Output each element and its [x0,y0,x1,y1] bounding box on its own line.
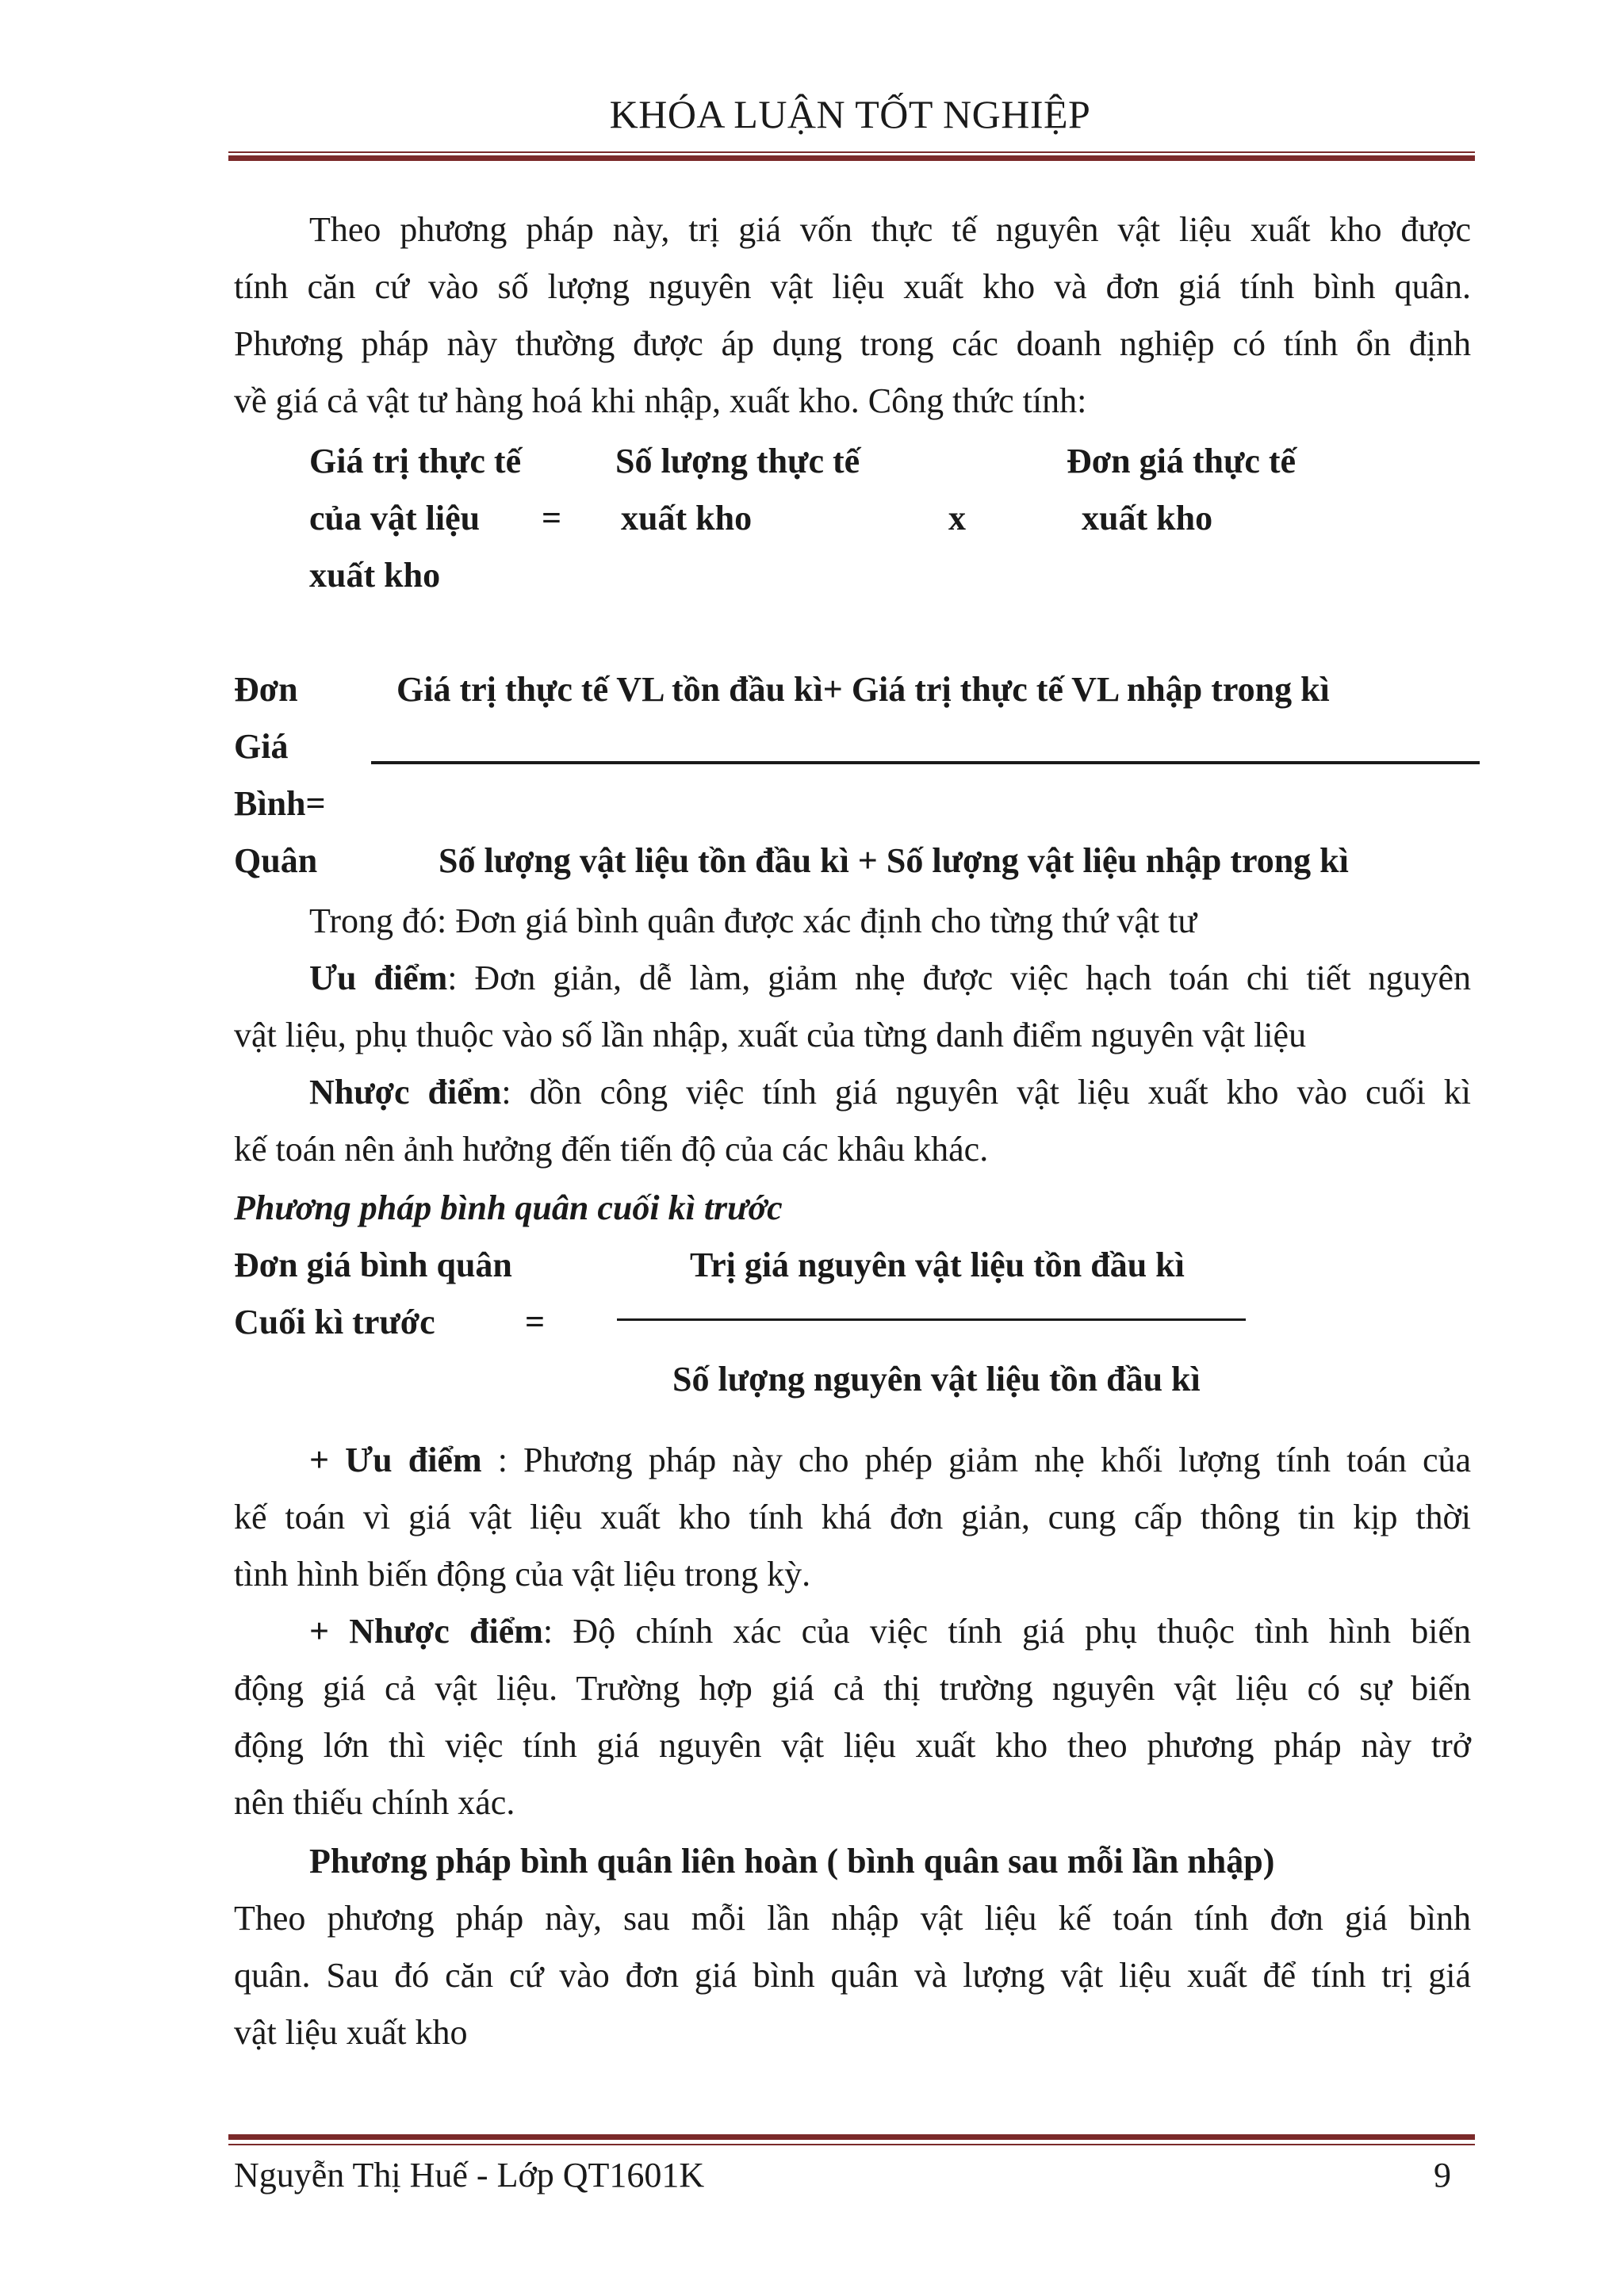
formula1-right-2: xuất kho [1082,499,1213,538]
method3-line-3: vật liệu xuất kho [234,2013,468,2052]
intro-line-1: Theo phương pháp này, trị giá vốn thực tế nguyên vật liệu xuất kho được [309,210,1471,249]
disadvantage2-label: + Nhược điểm [309,1612,543,1651]
method3-heading: Phương pháp bình quân liên hoàn ( bình quân sau mỗi lần nhập) [309,1842,1275,1881]
method2-numerator: Trị giá nguyên vật liệu tồn đầu kì [690,1246,1185,1284]
formula1-right-1: Đơn giá thực tế [1067,442,1297,480]
disadvantage2-line-2: động giá cả vật liệu. Trường hợp giá cả thị trường nguyên vật liệu có sự biến [234,1669,1471,1708]
formula2-label-1: Đơn [234,670,298,709]
disadvantage2-line-1 [309,1611,1471,1652]
disadvantage1-line-2: kế toán nên ảnh hưởng đến tiến độ của các khâu khác. [234,1130,989,1169]
advantage2-line-3: tình hình biến động của vật liệu trong kỳ. [234,1555,811,1594]
formula2-label-3: Bình= [234,784,326,823]
disadvantage2-line-3: động lớn thì việc tính giá nguyên vật liệu xuất kho theo phương pháp này trở [234,1726,1471,1765]
method2-fraction-bar [617,1318,1246,1321]
formula1-middle-1: Số lượng thực tế [615,442,860,480]
formula2-label-4: Quân [234,841,318,880]
disadvantage1-line-1 [309,1072,1471,1113]
header-rule-thick [228,155,1475,161]
formula1-left-2: của vật liệu [309,499,481,538]
advantage1-line-1 [309,958,1471,999]
method3-line-2: quân. Sau đó căn cứ vào đơn giá bình quân và lượng vật liệu xuất để tính trị giá [234,1956,1471,1995]
footer-rule-thick [228,2134,1475,2140]
advantage1-text-1: : Đơn giản, dễ làm, giảm nhẹ được việc hạch toán chi tiết nguyên [447,959,1471,997]
advantage2-label: + Ưu điểm [309,1441,482,1479]
disadvantage2-line-4: nên thiếu chính xác. [234,1783,515,1822]
formula1-left-3: xuất kho [309,556,441,595]
advantage2-line-2: kế toán vì giá vật liệu xuất kho tính khá đơn giản, cung cấp thông tin kịp thời [234,1498,1471,1536]
formula2-numerator: Giá trị thực tế VL tồn đầu kì+ Giá trị thực tế VL nhập trong kì [396,670,1330,709]
advantage2-line-1 [309,1440,1471,1481]
header-rule-thin [228,151,1475,153]
footer-author: Nguyễn Thị Huế - Lớp QT1601K [234,2156,705,2195]
formula2-label-2: Giá [234,727,289,766]
intro-line-3: Phương pháp này thường được áp dụng trong các doanh nghiệp có tính ổn định [234,324,1471,363]
advantage2-text-1: : Phương pháp này cho phép giảm nhẹ khối lượng tính toán của [481,1441,1471,1479]
intro-line-4: về giá cả vật tư hàng hoá khi nhập, xuất kho. Công thức tính: [234,381,1087,420]
disadvantage1-label: Nhược điểm [309,1073,502,1112]
advantage1-label: Ưu điểm [309,959,448,997]
advantage1-line-2: vật liệu, phụ thuộc vào số lần nhập, xuất của từng danh điểm nguyên vật liệu [234,1016,1307,1054]
method2-equals: = [525,1303,546,1341]
method2-label-1: Đơn giá bình quân [234,1246,512,1284]
formula1-middle-2: xuất kho [621,499,753,538]
method2-denominator: Số lượng nguyên vật liệu tồn đầu kì [672,1360,1201,1399]
formula2-fraction-bar [371,761,1480,764]
method2-label-2: Cuối kì trước [234,1303,435,1341]
method2-heading: Phương pháp bình quân cuối kì trước [234,1188,783,1227]
formula1-left-1: Giá trị thực tế [309,442,522,480]
header-title: KHÓA LUẬN TỐT NGHIỆP [609,92,1091,136]
formula2-denominator: Số lượng vật liệu tồn đầu kì + Số lượng vật liệu nhập trong kì [439,841,1349,880]
note-line: Trong đó: Đơn giá bình quân được xác định cho từng thứ vật tư [309,901,1197,940]
footer-rule-thin [228,2144,1475,2145]
page-number: 9 [1434,2156,1451,2195]
method3-line-1: Theo phương pháp này, sau mỗi lần nhập vật liệu kế toán tính đơn giá bình [234,1899,1471,1938]
formula1-times: x [948,499,966,538]
intro-line-2: tính căn cứ vào số lượng nguyên vật liệu xuất kho và đơn giá tính bình quân. [234,267,1471,306]
formula1-equals: = [542,499,562,538]
disadvantage1-text-1: : dồn công việc tính giá nguyên vật liệu xuất kho vào cuối kì [501,1073,1472,1112]
disadvantage2-text-1: : Độ chính xác của việc tính giá phụ thuộc tình hình biến [542,1612,1471,1651]
